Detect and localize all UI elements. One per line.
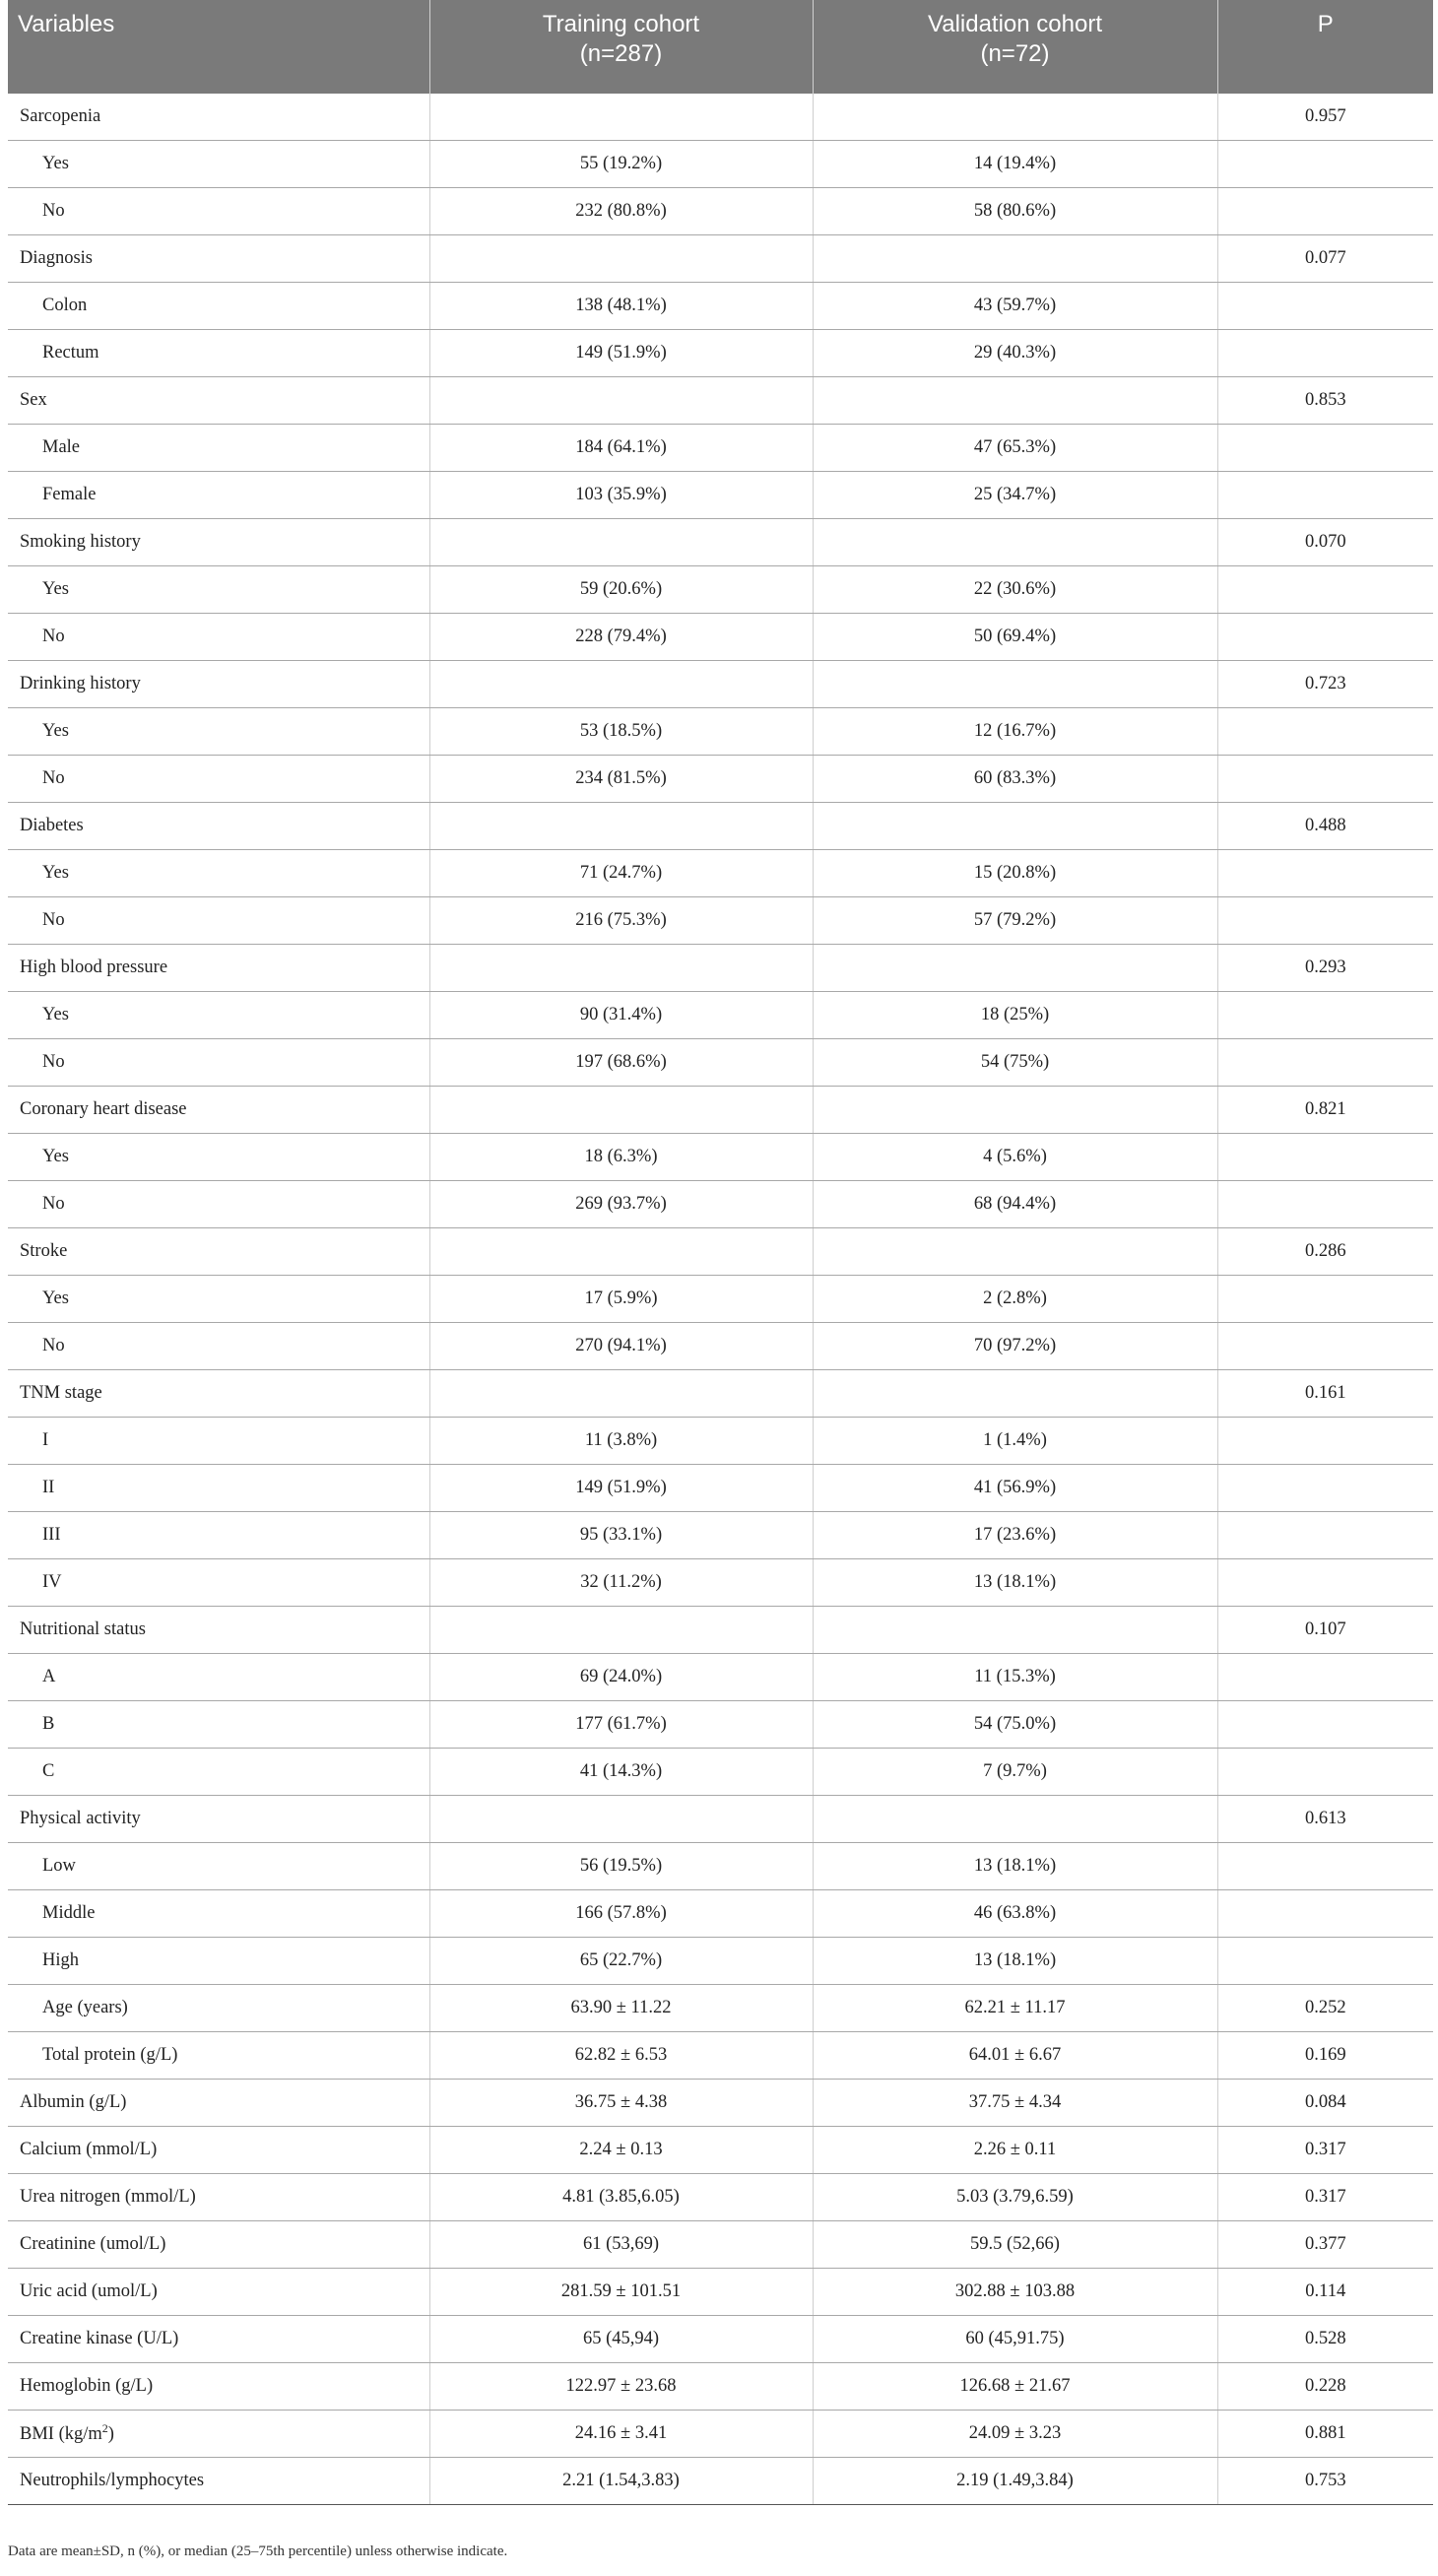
- validation-value: [813, 1607, 1217, 1654]
- cohort-comparison-table: [8, 0, 1433, 2505]
- header-validation-n: (n=72): [980, 40, 1050, 67]
- table-container: [8, 0, 1433, 2505]
- row-label: Female: [8, 472, 429, 519]
- training-value: 11 (3.8%): [429, 1418, 813, 1465]
- table-row: [8, 1607, 1433, 1654]
- p-value: 0.377: [1217, 2221, 1433, 2269]
- table-row: [8, 1749, 1433, 1796]
- table-footnote: Data are mean±SD, n (%), or median (25–75th percentile) unless otherwise indicate.: [8, 2543, 508, 2559]
- validation-value: [813, 661, 1217, 708]
- table-row: [8, 1087, 1433, 1134]
- validation-value: 54 (75%): [813, 1039, 1217, 1087]
- p-value: [1217, 1181, 1433, 1228]
- training-value: 184 (64.1%): [429, 425, 813, 472]
- training-value: 71 (24.7%): [429, 850, 813, 897]
- header-training-n: (n=287): [579, 40, 663, 67]
- validation-value: 2 (2.8%): [813, 1276, 1217, 1323]
- training-value: 65 (45,94): [429, 2316, 813, 2363]
- validation-value: 43 (59.7%): [813, 283, 1217, 330]
- validation-value: 12 (16.7%): [813, 708, 1217, 756]
- training-value: [429, 803, 813, 850]
- validation-value: 64.01 ± 6.67: [813, 2032, 1217, 2080]
- validation-value: 24.09 ± 3.23: [813, 2411, 1217, 2458]
- validation-value: 18 (25%): [813, 992, 1217, 1039]
- validation-value: [813, 1228, 1217, 1276]
- table-row: [8, 803, 1433, 850]
- row-label: Yes: [8, 566, 429, 614]
- row-label: Diagnosis: [8, 235, 429, 283]
- p-value: [1217, 992, 1433, 1039]
- validation-value: 62.21 ± 11.17: [813, 1985, 1217, 2032]
- validation-value: [813, 235, 1217, 283]
- row-label: A: [8, 1654, 429, 1701]
- p-value: [1217, 614, 1433, 661]
- p-value: [1217, 1418, 1433, 1465]
- p-value: 0.084: [1217, 2080, 1433, 2127]
- table-row: [8, 1985, 1433, 2032]
- header-variables: Variables: [8, 0, 429, 94]
- table-row: [8, 519, 1433, 566]
- table-row: [8, 425, 1433, 472]
- table-row: [8, 1418, 1433, 1465]
- row-label: Smoking history: [8, 519, 429, 566]
- p-value: [1217, 141, 1433, 188]
- row-label: No: [8, 1323, 429, 1370]
- training-value: 63.90 ± 11.22: [429, 1985, 813, 2032]
- p-value: [1217, 897, 1433, 945]
- training-value: 197 (68.6%): [429, 1039, 813, 1087]
- validation-value: 22 (30.6%): [813, 566, 1217, 614]
- validation-value: 54 (75.0%): [813, 1701, 1217, 1749]
- p-value: [1217, 283, 1433, 330]
- validation-value: 29 (40.3%): [813, 330, 1217, 377]
- training-value: 228 (79.4%): [429, 614, 813, 661]
- training-value: [429, 945, 813, 992]
- training-value: 95 (33.1%): [429, 1512, 813, 1559]
- p-value: [1217, 425, 1433, 472]
- table-header-row: [8, 0, 1433, 94]
- training-value: 55 (19.2%): [429, 141, 813, 188]
- row-label: BMI $(kg/m^2)$: [8, 2411, 429, 2458]
- training-value: 216 (75.3%): [429, 897, 813, 945]
- validation-value: [813, 1087, 1217, 1134]
- validation-value: 17 (23.6%): [813, 1512, 1217, 1559]
- validation-value: [813, 1796, 1217, 1843]
- header-validation-cohort: [813, 0, 1217, 94]
- validation-value: [813, 1370, 1217, 1418]
- p-value: 0.293: [1217, 945, 1433, 992]
- row-label: IV: [8, 1559, 429, 1607]
- row-label: C: [8, 1749, 429, 1796]
- training-value: 90 (31.4%): [429, 992, 813, 1039]
- p-value: 0.723: [1217, 661, 1433, 708]
- training-value: [429, 661, 813, 708]
- validation-value: 13 (18.1%): [813, 1938, 1217, 1985]
- row-label: Creatinine (umol/L): [8, 2221, 429, 2269]
- table-row: [8, 2411, 1433, 2458]
- p-value: [1217, 472, 1433, 519]
- validation-value: 68 (94.4%): [813, 1181, 1217, 1228]
- table-row: [8, 94, 1433, 141]
- table-row: [8, 756, 1433, 803]
- training-value: 32 (11.2%): [429, 1559, 813, 1607]
- table-row: [8, 992, 1433, 1039]
- validation-value: 70 (97.2%): [813, 1323, 1217, 1370]
- row-label: Coronary heart disease: [8, 1087, 429, 1134]
- row-label: Drinking history: [8, 661, 429, 708]
- row-label: Neutrophils/lymphocytes: [8, 2458, 429, 2505]
- row-label: High blood pressure: [8, 945, 429, 992]
- table-row: [8, 945, 1433, 992]
- header-training-label: Training cohort: [542, 11, 700, 37]
- p-value: 0.107: [1217, 1607, 1433, 1654]
- row-label: Sarcopenia: [8, 94, 429, 141]
- validation-value: 37.75 ± 4.34: [813, 2080, 1217, 2127]
- validation-value: 302.88 ± 103.88: [813, 2269, 1217, 2316]
- table-row: [8, 661, 1433, 708]
- validation-value: [813, 94, 1217, 141]
- table-row: [8, 1039, 1433, 1087]
- p-value: [1217, 1890, 1433, 1938]
- table-row: [8, 2127, 1433, 2174]
- training-value: 41 (14.3%): [429, 1749, 813, 1796]
- table-row: [8, 1228, 1433, 1276]
- training-value: 17 (5.9%): [429, 1276, 813, 1323]
- table-row: [8, 2458, 1433, 2505]
- p-value: [1217, 188, 1433, 235]
- training-value: 59 (20.6%): [429, 566, 813, 614]
- p-value: 0.252: [1217, 1985, 1433, 2032]
- validation-value: 59.5 (52,66): [813, 2221, 1217, 2269]
- validation-value: [813, 377, 1217, 425]
- row-label: Middle: [8, 1890, 429, 1938]
- p-value: 0.488: [1217, 803, 1433, 850]
- table-row: [8, 141, 1433, 188]
- table-row: [8, 1701, 1433, 1749]
- row-label: Physical activity: [8, 1796, 429, 1843]
- row-label: No: [8, 1181, 429, 1228]
- p-value: [1217, 708, 1433, 756]
- p-value: 0.528: [1217, 2316, 1433, 2363]
- training-value: 149 (51.9%): [429, 330, 813, 377]
- validation-value: 15 (20.8%): [813, 850, 1217, 897]
- validation-value: [813, 803, 1217, 850]
- training-value: 24.16 ± 3.41: [429, 2411, 813, 2458]
- training-value: 61 (53,69): [429, 2221, 813, 2269]
- training-value: 281.59 ± 101.51: [429, 2269, 813, 2316]
- validation-value: 13 (18.1%): [813, 1843, 1217, 1890]
- validation-value: 25 (34.7%): [813, 472, 1217, 519]
- training-value: 149 (51.9%): [429, 1465, 813, 1512]
- p-value: 0.317: [1217, 2127, 1433, 2174]
- training-value: 166 (57.8%): [429, 1890, 813, 1938]
- training-value: 122.97 ± 23.68: [429, 2363, 813, 2411]
- p-value: [1217, 566, 1433, 614]
- validation-value: 50 (69.4%): [813, 614, 1217, 661]
- validation-value: 14 (19.4%): [813, 141, 1217, 188]
- p-value: 0.070: [1217, 519, 1433, 566]
- row-label: Male: [8, 425, 429, 472]
- table-row: [8, 1843, 1433, 1890]
- p-value: 0.881: [1217, 2411, 1433, 2458]
- table-row: [8, 1512, 1433, 1559]
- row-label: I: [8, 1418, 429, 1465]
- p-value: [1217, 850, 1433, 897]
- training-value: 4.81 (3.85,6.05): [429, 2174, 813, 2221]
- training-value: 269 (93.7%): [429, 1181, 813, 1228]
- p-value: 0.169: [1217, 2032, 1433, 2080]
- training-value: [429, 519, 813, 566]
- table-row: [8, 614, 1433, 661]
- training-value: 36.75 ± 4.38: [429, 2080, 813, 2127]
- row-label: No: [8, 614, 429, 661]
- training-value: 2.21 (1.54,3.83): [429, 2458, 813, 2505]
- row-label: Yes: [8, 1276, 429, 1323]
- training-value: [429, 377, 813, 425]
- row-label: Albumin (g/L): [8, 2080, 429, 2127]
- row-label: Yes: [8, 992, 429, 1039]
- table-row: [8, 377, 1433, 425]
- table-row: [8, 1276, 1433, 1323]
- p-value: [1217, 756, 1433, 803]
- row-label: Nutritional status: [8, 1607, 429, 1654]
- p-value: [1217, 1749, 1433, 1796]
- table-row: [8, 235, 1433, 283]
- validation-value: 57 (79.2%): [813, 897, 1217, 945]
- validation-value: 58 (80.6%): [813, 188, 1217, 235]
- training-value: [429, 235, 813, 283]
- validation-value: 7 (9.7%): [813, 1749, 1217, 1796]
- validation-value: 4 (5.6%): [813, 1134, 1217, 1181]
- training-value: [429, 1228, 813, 1276]
- row-label: Yes: [8, 850, 429, 897]
- row-label: No: [8, 188, 429, 235]
- table-row: [8, 2316, 1433, 2363]
- validation-value: 41 (56.9%): [813, 1465, 1217, 1512]
- p-value: [1217, 1323, 1433, 1370]
- p-value: 0.077: [1217, 235, 1433, 283]
- p-value: [1217, 330, 1433, 377]
- row-label: B: [8, 1701, 429, 1749]
- p-value: 0.228: [1217, 2363, 1433, 2411]
- training-value: 232 (80.8%): [429, 188, 813, 235]
- row-label: Total protein (g/L): [8, 2032, 429, 2080]
- row-label: Uric acid (umol/L): [8, 2269, 429, 2316]
- training-value: 103 (35.9%): [429, 472, 813, 519]
- p-value: 0.114: [1217, 2269, 1433, 2316]
- table-row: [8, 1890, 1433, 1938]
- table-row: [8, 1134, 1433, 1181]
- table-row: [8, 1370, 1433, 1418]
- validation-value: 13 (18.1%): [813, 1559, 1217, 1607]
- table-row: [8, 2221, 1433, 2269]
- p-value: [1217, 1276, 1433, 1323]
- row-label: Colon: [8, 283, 429, 330]
- validation-value: 60 (83.3%): [813, 756, 1217, 803]
- row-label: Urea nitrogen (mmol/L): [8, 2174, 429, 2221]
- table-row: [8, 566, 1433, 614]
- validation-value: 46 (63.8%): [813, 1890, 1217, 1938]
- row-label: Diabetes: [8, 803, 429, 850]
- row-label: TNM stage: [8, 1370, 429, 1418]
- row-label: Hemoglobin (g/L): [8, 2363, 429, 2411]
- training-value: 56 (19.5%): [429, 1843, 813, 1890]
- table-row: [8, 708, 1433, 756]
- validation-value: [813, 945, 1217, 992]
- p-value: 0.821: [1217, 1087, 1433, 1134]
- table-row: [8, 188, 1433, 235]
- validation-value: 11 (15.3%): [813, 1654, 1217, 1701]
- table-row: [8, 472, 1433, 519]
- table-body: [8, 94, 1433, 2505]
- row-label: High: [8, 1938, 429, 1985]
- training-value: [429, 1370, 813, 1418]
- row-label: Yes: [8, 708, 429, 756]
- table-row: [8, 2032, 1433, 2080]
- row-label: No: [8, 897, 429, 945]
- row-label: Sex: [8, 377, 429, 425]
- row-label: No: [8, 756, 429, 803]
- p-value: [1217, 1134, 1433, 1181]
- training-value: 18 (6.3%): [429, 1134, 813, 1181]
- row-label: Calcium (mmol/L): [8, 2127, 429, 2174]
- p-value: [1217, 1701, 1433, 1749]
- row-label: Stroke: [8, 1228, 429, 1276]
- training-value: 2.24 ± 0.13: [429, 2127, 813, 2174]
- table-row: [8, 1654, 1433, 1701]
- table-row: [8, 2269, 1433, 2316]
- table-row: [8, 2363, 1433, 2411]
- p-value: 0.753: [1217, 2458, 1433, 2505]
- training-value: [429, 1607, 813, 1654]
- p-value: [1217, 1512, 1433, 1559]
- validation-value: 60 (45,91.75): [813, 2316, 1217, 2363]
- p-value: [1217, 1465, 1433, 1512]
- table-row: [8, 1796, 1433, 1843]
- training-value: [429, 1087, 813, 1134]
- validation-value: 47 (65.3%): [813, 425, 1217, 472]
- training-value: 270 (94.1%): [429, 1323, 813, 1370]
- p-value: [1217, 1559, 1433, 1607]
- training-value: 62.82 ± 6.53: [429, 2032, 813, 2080]
- validation-value: 1 (1.4%): [813, 1418, 1217, 1465]
- row-label: Creatine kinase (U/L): [8, 2316, 429, 2363]
- training-value: 53 (18.5%): [429, 708, 813, 756]
- table-row: [8, 2080, 1433, 2127]
- p-value: [1217, 1039, 1433, 1087]
- validation-value: 2.19 (1.49,3.84): [813, 2458, 1217, 2505]
- p-value: 0.286: [1217, 1228, 1433, 1276]
- row-label: Age (years): [8, 1985, 429, 2032]
- p-value: [1217, 1843, 1433, 1890]
- p-value: 0.317: [1217, 2174, 1433, 2221]
- table-row: [8, 1559, 1433, 1607]
- table-row: [8, 330, 1433, 377]
- row-label: Rectum: [8, 330, 429, 377]
- validation-value: 126.68 ± 21.67: [813, 2363, 1217, 2411]
- row-label: Yes: [8, 1134, 429, 1181]
- header-p-value: P: [1217, 0, 1433, 94]
- row-label: II: [8, 1465, 429, 1512]
- training-value: 69 (24.0%): [429, 1654, 813, 1701]
- p-value: 0.853: [1217, 377, 1433, 425]
- validation-value: 5.03 (3.79,6.59): [813, 2174, 1217, 2221]
- validation-value: 2.26 ± 0.11: [813, 2127, 1217, 2174]
- training-value: 177 (61.7%): [429, 1701, 813, 1749]
- training-value: 138 (48.1%): [429, 283, 813, 330]
- header-validation-label: Validation cohort: [928, 11, 1102, 37]
- training-value: [429, 94, 813, 141]
- table-row: [8, 850, 1433, 897]
- table-row: [8, 1938, 1433, 1985]
- p-value: 0.957: [1217, 94, 1433, 141]
- validation-value: [813, 519, 1217, 566]
- table-row: [8, 283, 1433, 330]
- row-label: Yes: [8, 141, 429, 188]
- table-row: [8, 1323, 1433, 1370]
- training-value: [429, 1796, 813, 1843]
- training-value: 234 (81.5%): [429, 756, 813, 803]
- table-row: [8, 1181, 1433, 1228]
- p-value: 0.613: [1217, 1796, 1433, 1843]
- table-row: [8, 1465, 1433, 1512]
- p-value: 0.161: [1217, 1370, 1433, 1418]
- header-training-cohort: [429, 0, 813, 94]
- row-label: III: [8, 1512, 429, 1559]
- table-row: [8, 897, 1433, 945]
- p-value: [1217, 1654, 1433, 1701]
- p-value: [1217, 1938, 1433, 1985]
- row-label: No: [8, 1039, 429, 1087]
- table-row: [8, 2174, 1433, 2221]
- row-label: Low: [8, 1843, 429, 1890]
- training-value: 65 (22.7%): [429, 1938, 813, 1985]
